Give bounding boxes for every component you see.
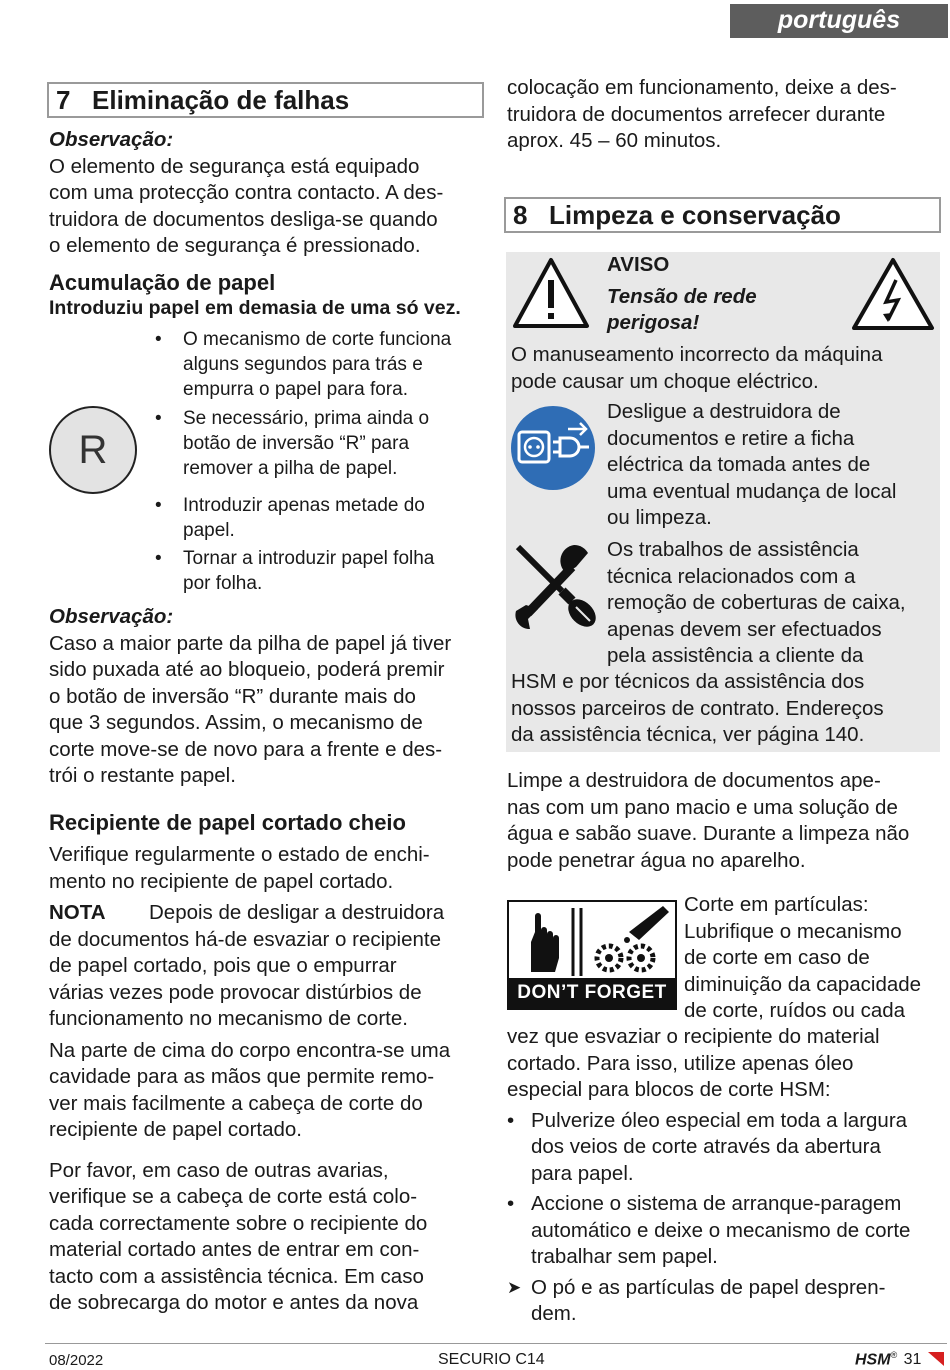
oil-instruction-cont [507,1024,947,1328]
text-line: • Pulverize óleo especial em toda a largura [531,1108,908,1132]
corner-triangle-icon [928,1352,944,1366]
continued-text [507,75,947,155]
text-line: Desligue a destruidora de [607,400,841,423]
text-line: eléctrica da tomada antes de [607,453,871,476]
bin-full-heading: Recipiente de papel cortado cheio [49,810,406,835]
text-line: de corte em caso de [684,946,870,969]
text-line: documentos e retire a ficha [607,426,855,450]
text-line: trói o restante papel. [49,764,236,787]
text-line: aprox. 45 – 60 minutos. [507,129,722,152]
oil-instruction [684,892,946,1025]
text-line: de sobrecarga do motor e antes da nova [49,1291,419,1314]
oil-gears-icon [509,902,675,980]
dont-forget-graphic [507,900,677,1010]
nota-label: NOTA [49,901,106,924]
text-line: nas com um pano macio e uma solução de [507,795,898,819]
text-line: Por favor, em caso de outras avarias, [49,1158,389,1182]
language-tab: português [730,4,948,38]
footer-divider [45,1343,947,1344]
registered-mark: ® [890,1350,898,1360]
warning-triangle-icon [512,256,590,330]
text-line: cada correctamente sobre o recipiente do [49,1211,428,1235]
text-line: funcionamento no mecanismo de corte. [49,1007,408,1030]
text-line: botão de inversão “R” para [183,433,410,454]
list-item [507,1191,947,1271]
text-line: uma eventual mudança de local [607,479,897,503]
paper-jam-bullets-a [155,327,485,481]
observation-2 [49,604,489,790]
text-line: mento no recipiente de papel cortado. [49,869,394,893]
list-item [155,406,485,481]
text-line: o botão de inversão “R” durante mais do [49,684,416,708]
text-line: ou limpeza. [607,506,712,529]
text-line: HSM e por técnicos da assistência dos [511,670,865,693]
text-line: Depois de desligar a destruidora [149,901,445,924]
text-line: pode causar um choque eléctrico. [511,369,819,393]
observation-label: Observação: [49,605,174,628]
text-line: Corte em partículas: [684,893,869,916]
unplug-instruction [607,399,937,532]
danger-line: Tensão de rede [607,284,757,308]
reverse-button-icon: R [49,406,137,494]
text-line: O pó e as partículas de papel despren- [531,1275,886,1299]
text-line: truidora de documentos arrefecer durante [507,102,886,126]
text-line: especial para blocos de corte HSM: [507,1078,831,1101]
text-line: água e sabão suave. Durante a limpeza não [507,822,910,845]
warning-text [511,342,941,395]
list-item [155,546,485,596]
text-line: Verifique regularmente o estado de enchi- [49,843,430,866]
list-item [155,327,485,402]
text-line: Limpe a destruidora de documentos ape- [507,769,881,792]
text-line: • Accione o sistema de arranque-paragem [531,1192,902,1215]
section-7-heading [47,82,484,118]
text-line: empurra o papel para fora. [183,379,408,400]
text-line: papel. [183,520,235,541]
text-line: cortado. Para isso, utilize apenas óleo [507,1051,854,1075]
text-line: várias vezes pode provocar distúrbios de [49,980,422,1004]
text-line: nossos parceiros de contrato. Endereços [511,696,884,720]
text-line: • O mecanismo de corte funciona [183,329,452,350]
paper-jam-subheading: Introduziu papel em demasia de uma só vez. [49,297,461,319]
result-item [507,1275,947,1328]
text-line: corte move-se de novo para a frente e des- [49,737,443,761]
text-line: • Introduzir apenas metade do [183,495,425,516]
text-line: remoção de coberturas de caixa, [607,591,906,614]
text-line: trabalhar sem papel. [531,1245,718,1268]
text-line: apenas devem ser efectuados [607,617,882,641]
text-line: Os trabalhos de assistência [607,538,859,561]
text-line: automático e deixe o mecanismo de corte [531,1218,911,1242]
high-voltage-icon [850,256,936,332]
paper-jam-heading: Acumulação de papel [49,270,276,295]
tools-icon [510,541,600,633]
text-line: dos veios de corte através da abertura [531,1135,881,1158]
text-line: sido puxada até ao bloqueio, poderá premir [49,658,445,681]
warning-header [607,252,847,337]
text-line: • Tornar a introduzir papel folha [183,548,435,569]
text-line: Caso a maior parte da pilha de papel já tiver [49,631,452,655]
list-item [507,1108,947,1188]
footer-date: 08/2022 [49,1352,104,1369]
nota-line [49,900,489,927]
observation-label: Observação: [49,128,174,151]
text-line: Lubrifique o mecanismo [684,919,902,943]
service-note-cont [511,669,941,749]
bin-full-text [49,842,489,1317]
section-number: 7 [56,85,71,115]
text-line: Na parte de cima do corpo encontra-se uma [49,1038,451,1062]
text-line: • Se necessário, prima ainda o [183,408,430,429]
text-line: pela assistência a cliente da [607,644,864,667]
text-line: da assistência técnica, ver página 140. [511,723,865,746]
danger-line: perigosa! [607,311,700,334]
service-note [607,537,937,670]
dont-forget-badge: DON’T FORGET [509,978,675,1008]
section-title: Limpeza e conservação [549,200,841,230]
unplug-icon [510,405,596,491]
text-line: técnica relacionados com a [607,564,856,588]
text-line: o elemento de segurança é pressionado. [49,234,421,257]
warning-label: AVISO [607,253,670,276]
section-8-heading [504,197,941,233]
text-line: colocação em funcionamento, deixe a des- [507,76,897,99]
text-line: de papel cortado, pois que o empurrar [49,954,397,977]
text-line: vez que esvaziar o recipiente do material [507,1025,880,1048]
text-line: truidora de documentos desliga-se quando [49,207,438,231]
page-number: 31 [903,1351,922,1369]
text-line: de documentos há-de esvaziar o recipiente [49,927,442,951]
footer-brand [855,1350,921,1369]
paper-jam-bullets-b [155,493,485,596]
text-line: que 3 segundos. Assim, o mecanismo de [49,711,423,734]
text-line: material cortado antes de entrar em con- [49,1238,420,1261]
section-number: 8 [513,200,528,230]
text-line: alguns segundos para trás e [183,354,423,375]
text-line: O elemento de segurança está equipado [49,154,420,178]
brand-logo: HSM [855,1351,891,1369]
footer-model: SECURIO C14 [438,1351,545,1368]
text-line: remover a pilha de papel. [183,458,398,479]
text-line: recipiente de papel cortado. [49,1118,303,1141]
text-line: pode penetrar água no aparelho. [507,848,806,872]
text-line: cavidade para as mãos que permite remo- [49,1065,435,1088]
text-line: com uma protecção contra contacto. A des- [49,181,444,204]
text-line: para papel. [531,1161,634,1185]
text-line: tacto com a assistência técnica. Em caso [49,1264,424,1288]
section-title: Eliminação de falhas [92,85,350,115]
arrow-icon: ➤ [507,1277,522,1297]
text-line: ver mais facilmente a cabeça de corte do [49,1091,423,1115]
text-line: verifique se a cabeça de corte está colo- [49,1185,418,1208]
text-line: diminuição da capacidade [684,972,922,996]
text-line: dem. [531,1302,577,1325]
observation-1 [49,127,489,260]
list-item [155,493,485,543]
text-line: por folha. [183,573,263,594]
text-line: O manuseamento incorrecto da máquina [511,343,883,366]
text-line: de corte, ruídos ou cada [684,999,906,1022]
cleaning-text [507,768,947,874]
